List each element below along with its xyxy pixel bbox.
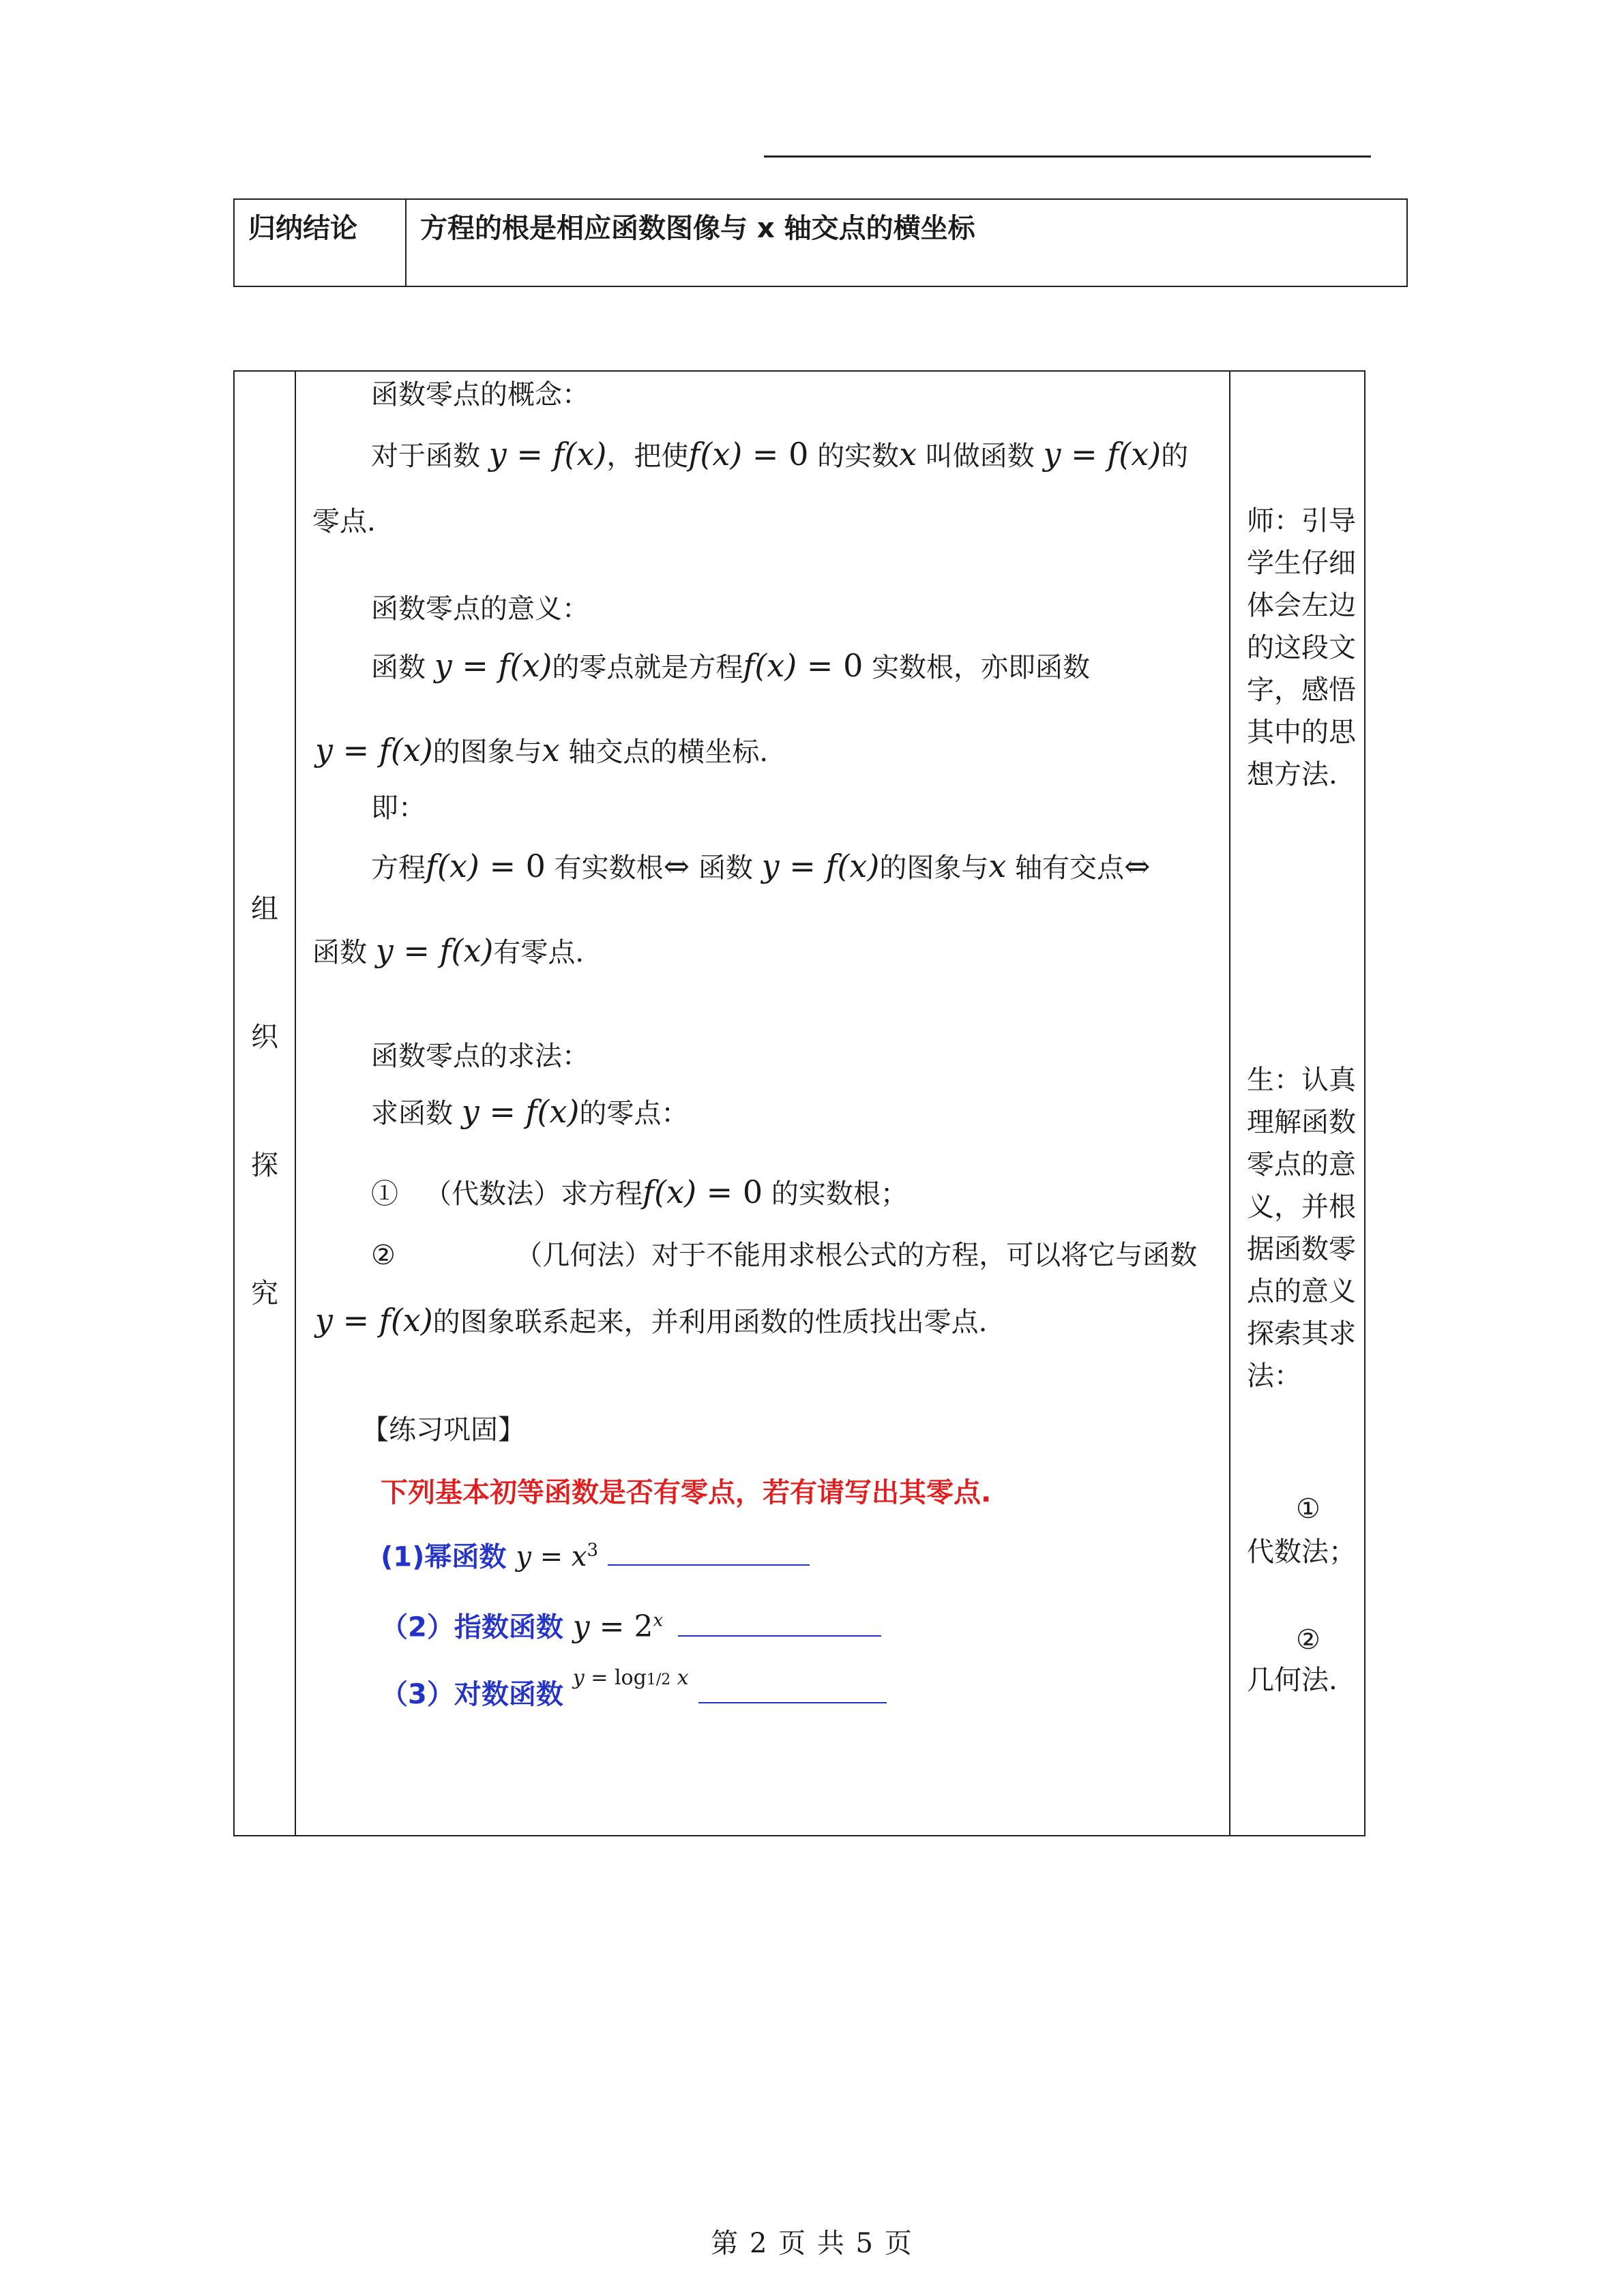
practice-title: 【练习巩固】: [361, 1414, 525, 1446]
student-method-1: 代数法；: [1247, 1536, 1356, 1568]
method-title: 函数零点的求法：: [371, 1041, 589, 1072]
equiv-line-2: 函数 y = f(x)有零点.: [312, 932, 585, 969]
conclusion-text: 方程的根是相应函数图像与 x 轴交点的横坐标: [406, 199, 1407, 286]
meaning-line-2: y = f(x)的图象与x 轴交点的横坐标.: [315, 732, 769, 769]
side-char: 探: [251, 1150, 278, 1181]
header-rule: [764, 155, 1371, 158]
concept-line-2: 零点.: [312, 506, 376, 537]
student-method-2-mark: ②: [1296, 1624, 1320, 1656]
conclusion-label: 归纳结论: [234, 199, 406, 286]
exploration-table: [233, 370, 1365, 1836]
meaning-title: 函数零点的意义：: [371, 593, 589, 625]
question-2: （2）指数函数 $y = 2^x$: [381, 1611, 881, 1642]
student-method-1-mark: ①: [1296, 1493, 1320, 1525]
notes-cell: [1230, 371, 1365, 1836]
question-3: （3）对数函数 $^{y = log1/2 x}$: [381, 1681, 887, 1708]
ji-label: 即：: [371, 792, 426, 824]
practice-prompt: 下列基本初等函数是否有零点，若有请写出其零点.: [381, 1477, 992, 1508]
method-2: ② （几何法）对于不能用求根公式的方程，可以将它与函数: [371, 1240, 1198, 1271]
method-line-1: 求函数 y = f(x)的零点：: [371, 1093, 689, 1130]
main-content-cell: [295, 371, 1230, 1836]
concept-title: 函数零点的概念：: [371, 379, 589, 411]
student-method-2: 几何法.: [1247, 1665, 1338, 1696]
student-note: 生：认真理解函数零点的意义，并根据函数零点的意义探索其求法：: [1247, 1064, 1356, 1392]
question-1: (1)幂函数 $y = x^3$: [381, 1542, 810, 1570]
teacher-note: 师：引导学生仔细体会左边的这段文字，感悟其中的思想方法.: [1247, 505, 1356, 790]
side-char: 究: [251, 1278, 278, 1309]
equiv-line-1: 方程f(x) = 0 有实数根⇔ 函数 y = f(x)的图象与x 轴有交点⇔: [371, 848, 1151, 884]
side-label-cell: [234, 371, 295, 1836]
conclusion-table: [233, 198, 1408, 287]
side-char: 组: [251, 893, 278, 925]
meaning-line-1: 函数 y = f(x)的零点就是方程f(x) = 0 实数根，亦即函数: [371, 647, 1091, 684]
method-2-cont: y = f(x)的图象联系起来，并利用函数的性质找出零点.: [315, 1302, 988, 1339]
method-1: ① （代数法）求方程f(x) = 0 的实数根；: [371, 1174, 908, 1210]
concept-line-1: 对于函数 y = f(x)，把使f(x) = 0 的实数x 叫做函数 y = f(x)的: [371, 436, 1189, 473]
side-char: 织: [251, 1022, 278, 1053]
page-footer: 第 2 页 共 5 页: [711, 2228, 913, 2259]
